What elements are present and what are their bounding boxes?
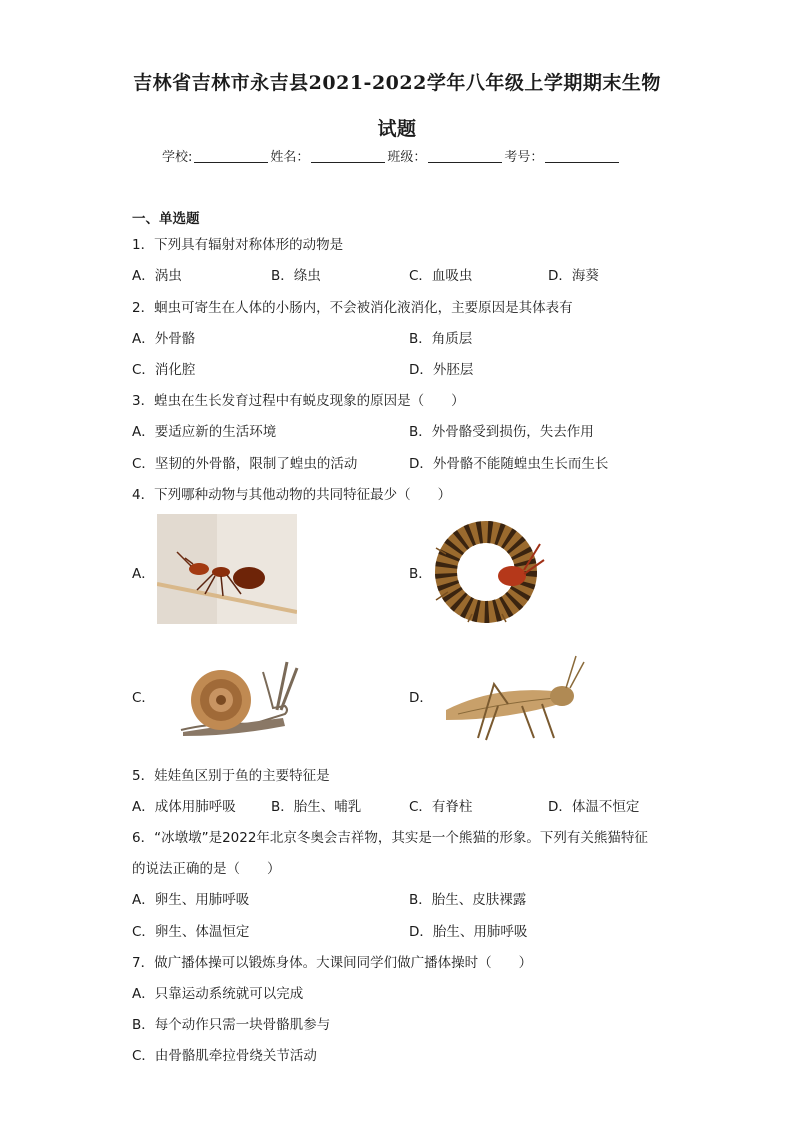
q3-option-c[interactable]: C．坚韧的外骨骼，限制了蝗虫的活动 (132, 456, 358, 472)
q5-option-d[interactable]: D．体温不恒定 (548, 799, 640, 815)
student-info-line (162, 146, 621, 165)
q5-option-b[interactable]: B．胎生、哺乳 (271, 799, 362, 815)
q1-option-b[interactable]: B．绦虫 (271, 268, 321, 284)
name-label: 姓名： (270, 150, 310, 165)
q3-stem: 3．蝗虫在生长发育过程中有蜕皮现象的原因是（ ） (132, 393, 465, 409)
q3-option-a[interactable]: A．要适应新的生活环境 (132, 424, 277, 440)
q7-option-b[interactable]: B．每个动作只需一块骨骼肌参与 (132, 1017, 331, 1033)
q1-option-d[interactable]: D．海葵 (548, 268, 599, 284)
name-field[interactable] (311, 150, 385, 163)
class-field[interactable] (428, 150, 502, 163)
q7-option-a[interactable]: A．只靠运动系统就可以完成 (132, 986, 304, 1002)
grasshopper-image[interactable] (438, 648, 586, 744)
q7-stem: 7．做广播体操可以锻炼身体。大课间同学们做广播体操时（ ） (132, 955, 533, 971)
q3-option-b[interactable]: B．外骨骼受到损伤，失去作用 (409, 424, 594, 440)
q6-stem-line1: 6．“冰墩墩”是2022年北京冬奥会吉祥物，其实是一个熊猫的形象。下列有关熊猫特征 (132, 830, 648, 846)
q4-option-a[interactable]: A． (132, 566, 155, 582)
q1-stem: 1．下列具有辐射对称体形的动物是 (132, 237, 344, 253)
q4-option-c[interactable]: C． (132, 690, 155, 706)
q1-option-c[interactable]: C．血吸虫 (409, 268, 473, 284)
q5-stem: 5．娃娃鱼区别于鱼的主要特征是 (132, 768, 330, 784)
class-label: 班级： (387, 150, 427, 165)
ant-image[interactable] (157, 514, 297, 624)
q7-option-c[interactable]: C．由骨骼肌牵拉骨绕关节活动 (132, 1048, 317, 1064)
q2-stem: 2．蛔虫可寄生在人体的小肠内，不会被消化液消化，主要原因是其体表有 (132, 300, 573, 316)
q4-stem: 4．下列哪种动物与其他动物的共同特征最少（ ） (132, 487, 452, 503)
q6-stem-line2: 的说法正确的是（ ） (132, 861, 281, 877)
q2-option-c[interactable]: C．消化腔 (132, 362, 196, 378)
q6-option-a[interactable]: A．卵生、用肺呼吸 (132, 892, 250, 908)
school-field[interactable] (194, 150, 268, 163)
exam-title: 吉林省吉林市永吉县2021-2022学年八年级上学期期末生物 (133, 72, 661, 94)
q6-option-b[interactable]: B．胎生、皮肤裸露 (409, 892, 527, 908)
section-heading: 一、单选题 (132, 211, 200, 227)
exam-number-field[interactable] (545, 150, 619, 163)
q2-option-a[interactable]: A．外骨骼 (132, 331, 196, 347)
exam-number-label: 考号： (504, 150, 544, 165)
q6-option-c[interactable]: C．卵生、体温恒定 (132, 924, 250, 940)
q4-option-b[interactable]: B． (409, 566, 432, 582)
q5-option-a[interactable]: A．成体用肺呼吸 (132, 799, 236, 815)
q2-option-d[interactable]: D．外胚层 (409, 362, 474, 378)
centipede-image[interactable] (432, 514, 550, 624)
q1-option-a[interactable]: A．涡虫 (132, 268, 182, 284)
q5-option-c[interactable]: C．有脊柱 (409, 799, 473, 815)
q2-option-b[interactable]: B．角质层 (409, 331, 473, 347)
exam-title-continued: 试题 (377, 118, 417, 140)
school-label: 学校: (162, 150, 193, 165)
snail-image[interactable] (173, 652, 301, 740)
q6-option-d[interactable]: D．胎生、用肺呼吸 (409, 924, 528, 940)
q4-option-d[interactable]: D． (409, 690, 433, 706)
q3-option-d[interactable]: D．外骨骼不能随蝗虫生长而生长 (409, 456, 609, 472)
